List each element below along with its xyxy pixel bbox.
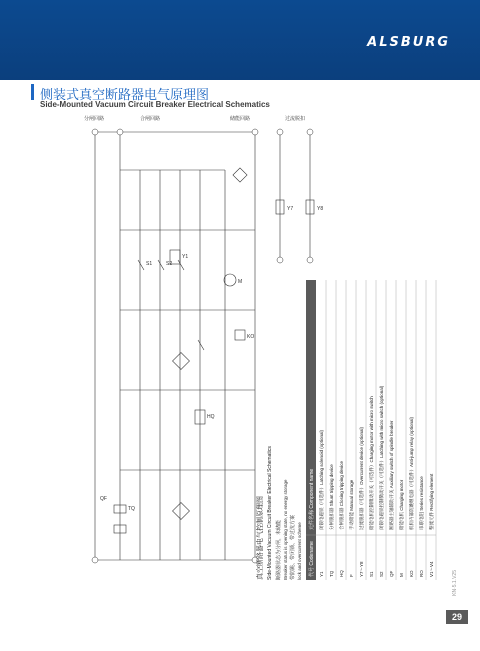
table-cell-name: 合闸脱扣器 Closing tripping device xyxy=(339,460,344,530)
table-cell-name: 闭锁电磁铁（可选件）Latching solenoid (optional) xyxy=(319,429,324,530)
label-m: M xyxy=(238,279,243,285)
page-title: 侧装式真空断路器电气原理图 xyxy=(40,87,210,102)
table-cell-name: 分闸脱扣器 Shunt tripping device xyxy=(329,464,334,530)
section-label-overcurrent: 过流脱扣 xyxy=(285,116,306,122)
table-cell-name: 过流脱扣器（可选件）Overcurrent device (optional) xyxy=(359,426,364,530)
component-legend xyxy=(250,130,440,595)
legend-title-cn: 真空断路器电气控制原理图 xyxy=(257,496,264,580)
label-qf: QF xyxy=(100,496,107,502)
header-banner xyxy=(0,0,480,80)
table-cell-code: V1～V4 xyxy=(429,561,434,577)
brand-logo: ALSBURG xyxy=(367,35,450,50)
table-cell-name: 整流元件 Rectifying element xyxy=(429,473,434,530)
legend-title-en: Side-Mounted Vacuum Circuit Breaker Electrical Schematics xyxy=(267,446,273,580)
table-cell-code: Y1 xyxy=(319,571,324,577)
label-s2: S2 xyxy=(166,261,173,267)
label-y1: Y1 xyxy=(182,254,189,260)
table-header-code: 代号 Codename xyxy=(309,541,315,577)
table-cell-code: QF xyxy=(389,570,394,577)
table-cell-name: 机构内部防跳继电器（可选件）Anti-jump relay (optional) xyxy=(409,416,414,530)
side-code: KN·5.1.V25 xyxy=(452,570,458,596)
label-ko: KO xyxy=(247,334,255,340)
label-s1: S1 xyxy=(146,261,153,267)
section-label-trip: 分闸回路 xyxy=(84,116,105,122)
page-number: 29 xyxy=(446,610,468,624)
table-header-name: 元件名称 Component name xyxy=(309,468,315,530)
table-cell-code: M xyxy=(399,573,404,577)
table-cell-code: KO xyxy=(409,570,414,577)
label-y8: Y8 xyxy=(317,206,324,212)
table-cell-code: S1 xyxy=(369,571,374,577)
label-hq: HQ xyxy=(207,414,215,420)
legend-note-2-en: lock and overcurrent scheme xyxy=(297,522,302,580)
section-label-storage: 储能回路 xyxy=(230,116,251,122)
table-cell-name: 闭锁电磁铁控制微动开关（可选件）Latching with micro switch (optional) xyxy=(379,385,384,530)
title-accent-bar xyxy=(31,84,34,100)
table-cell-name: 断路器主轴辅助开关 Auxiliary switch of spindle breaker xyxy=(389,420,394,530)
legend-note-1: 断路器状态为分闸，未储能 xyxy=(276,519,282,580)
label-tq: TQ xyxy=(128,506,135,512)
table-cell-name: 储能电机 Charging motor xyxy=(399,479,404,530)
table-cell-code: RO xyxy=(419,570,424,577)
table-cell-code: Y7～Y8 xyxy=(359,561,364,577)
table-cell-name: 储能电机控制微动开关（可选件）Charging motor with micro switch xyxy=(369,396,374,530)
table-cell-name: 串联电阻 Series resistance xyxy=(419,476,424,530)
section-label-close: 合闸回路 xyxy=(140,116,161,122)
table-cell-code: S2 xyxy=(379,571,384,577)
legend-note-1-en: Breaker status is opening state, no energy storage xyxy=(283,479,288,580)
table-cell-name: 手动储能 Manual storage xyxy=(349,479,354,530)
legend-note-2: 带防跳、带闭锁、带过流方案 xyxy=(290,514,296,580)
label-y7: Y7 xyxy=(287,206,294,212)
table-cell-code: HQ xyxy=(339,570,344,577)
page-subtitle: Side-Mounted Vacuum Circuit Breaker Electrical Schematics xyxy=(40,100,270,109)
table-cell-code: TQ xyxy=(329,570,334,577)
component-table xyxy=(250,130,440,590)
table-cell-code: F xyxy=(349,574,354,577)
